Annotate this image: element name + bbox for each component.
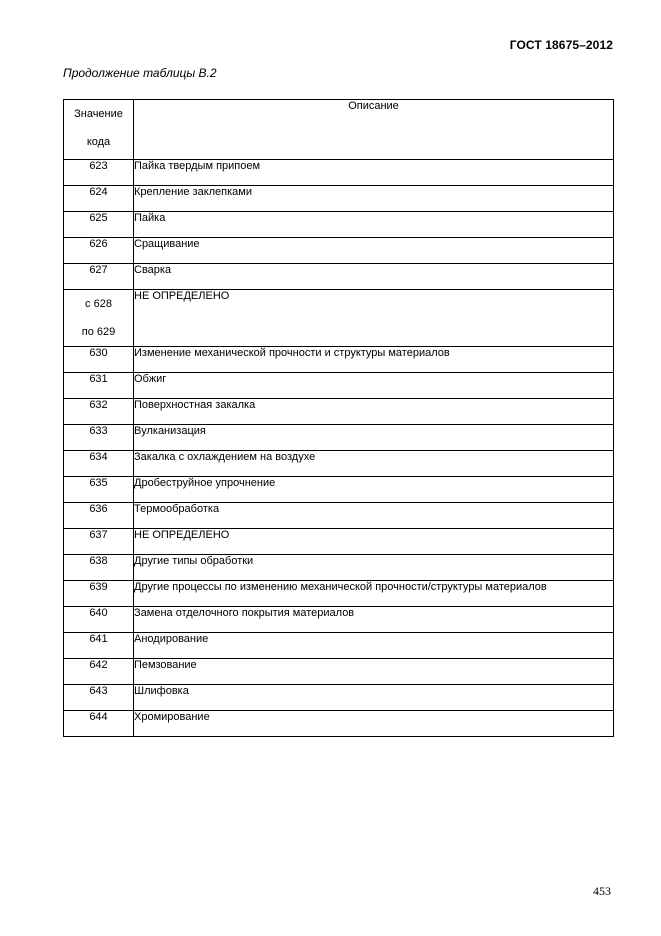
code-cell bbox=[64, 290, 134, 347]
table-caption: Продолжение таблицы В.2 bbox=[63, 66, 217, 80]
column-header-code-line: кода bbox=[86, 136, 111, 148]
description-cell: Анодирование bbox=[134, 633, 614, 659]
table-row bbox=[64, 711, 614, 737]
code-cell: 632 bbox=[64, 399, 134, 425]
description-cell: Обжиг bbox=[134, 373, 614, 399]
description-cell: Термообработка bbox=[134, 503, 614, 529]
table-row bbox=[64, 581, 614, 607]
code-cell: 637 bbox=[64, 529, 134, 555]
description-cell: Изменение механической прочности и структуры материалов bbox=[134, 347, 614, 373]
description-cell: Хромирование bbox=[134, 711, 614, 737]
code-range-line: с 628 bbox=[85, 298, 112, 310]
description-cell: Сращивание bbox=[134, 238, 614, 264]
code-cell: 634 bbox=[64, 451, 134, 477]
page-number: 453 bbox=[593, 884, 611, 898]
description-cell: Другие процессы по изменению механической прочности/структуры материалов bbox=[134, 581, 614, 607]
table-row bbox=[64, 212, 614, 238]
table-row bbox=[64, 347, 614, 373]
description-cell: Сварка bbox=[134, 264, 614, 290]
description-cell: Замена отделочного покрытия материалов bbox=[134, 607, 614, 633]
code-cell: 636 bbox=[64, 503, 134, 529]
description-cell: Крепление заклепками bbox=[134, 186, 614, 212]
code-table bbox=[63, 99, 614, 737]
table-row bbox=[64, 186, 614, 212]
description-cell: Другие типы обработки bbox=[134, 555, 614, 581]
code-cell: 640 bbox=[64, 607, 134, 633]
description-cell: Пайка твердым припоем bbox=[134, 160, 614, 186]
description-cell: НЕ ОПРЕДЕЛЕНО bbox=[134, 290, 614, 347]
code-cell: 623 bbox=[64, 160, 134, 186]
table-row bbox=[64, 685, 614, 711]
table-row bbox=[64, 425, 614, 451]
table-row bbox=[64, 607, 614, 633]
table-row bbox=[64, 264, 614, 290]
description-cell: Вулканизация bbox=[134, 425, 614, 451]
standard-designation: ГОСТ 18675–2012 bbox=[509, 38, 613, 52]
table-row bbox=[64, 529, 614, 555]
table-row bbox=[64, 659, 614, 685]
table-row bbox=[64, 399, 614, 425]
code-cell: 626 bbox=[64, 238, 134, 264]
table-row bbox=[64, 503, 614, 529]
description-cell: Пайка bbox=[134, 212, 614, 238]
code-cell: 631 bbox=[64, 373, 134, 399]
description-cell: Поверхностная закалка bbox=[134, 399, 614, 425]
code-cell: 635 bbox=[64, 477, 134, 503]
table-row bbox=[64, 451, 614, 477]
table-row bbox=[64, 238, 614, 264]
table-row bbox=[64, 633, 614, 659]
column-header-code bbox=[64, 100, 134, 160]
column-header-description: Описание bbox=[134, 100, 614, 160]
table-body bbox=[64, 160, 614, 737]
code-cell: 638 bbox=[64, 555, 134, 581]
description-cell: Шлифовка bbox=[134, 685, 614, 711]
code-cell: 644 bbox=[64, 711, 134, 737]
code-cell: 625 bbox=[64, 212, 134, 238]
code-range-line: по 629 bbox=[81, 326, 116, 338]
table-header-row bbox=[64, 100, 614, 160]
code-cell: 624 bbox=[64, 186, 134, 212]
code-cell: 639 bbox=[64, 581, 134, 607]
column-header-code-line: Значение bbox=[74, 108, 123, 120]
code-cell: 630 bbox=[64, 347, 134, 373]
table-row bbox=[64, 555, 614, 581]
description-cell: НЕ ОПРЕДЕЛЕНО bbox=[134, 529, 614, 555]
description-cell: Пемзование bbox=[134, 659, 614, 685]
code-cell: 643 bbox=[64, 685, 134, 711]
code-cell: 627 bbox=[64, 264, 134, 290]
table-row bbox=[64, 477, 614, 503]
code-cell: 641 bbox=[64, 633, 134, 659]
description-cell: Закалка с охлаждением на воздухе bbox=[134, 451, 614, 477]
table-row bbox=[64, 160, 614, 186]
table-row bbox=[64, 290, 614, 347]
code-cell: 642 bbox=[64, 659, 134, 685]
code-cell: 633 bbox=[64, 425, 134, 451]
table-row bbox=[64, 373, 614, 399]
description-cell: Дробеструйное упрочнение bbox=[134, 477, 614, 503]
